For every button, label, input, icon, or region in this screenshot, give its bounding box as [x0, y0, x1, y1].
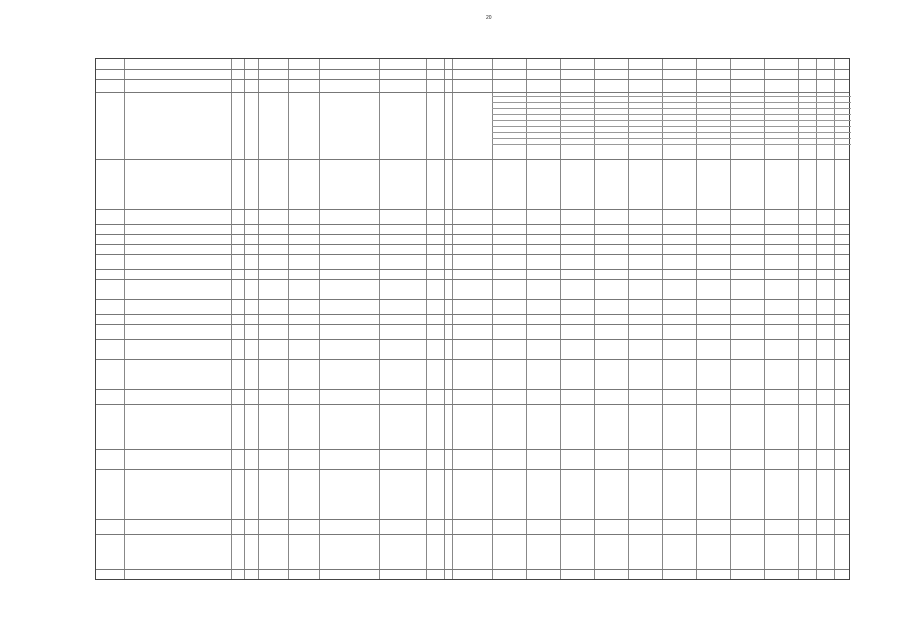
year-subrow-divider: [492, 144, 851, 145]
row-divider: [96, 279, 849, 280]
column-divider: [662, 59, 663, 579]
column-divider: [492, 59, 493, 579]
row-divider: [96, 404, 849, 405]
column-divider: [452, 59, 453, 579]
column-divider: [560, 59, 561, 579]
column-divider: [319, 59, 320, 579]
column-divider: [258, 59, 259, 579]
row-divider: [96, 569, 849, 570]
year-subrow-divider: [492, 120, 851, 121]
budget-table: [95, 58, 850, 580]
page-number: 20: [486, 15, 492, 21]
column-divider: [628, 59, 629, 579]
year-subrow-divider: [492, 96, 851, 97]
column-divider: [816, 59, 817, 579]
row-divider: [96, 269, 849, 270]
column-divider: [244, 59, 245, 579]
column-divider: [764, 59, 765, 579]
column-divider: [730, 59, 731, 579]
row-divider: [96, 324, 849, 325]
row-divider: [96, 299, 849, 300]
column-divider: [231, 59, 232, 579]
column-divider: [444, 59, 445, 579]
year-subrow-divider: [492, 108, 851, 109]
row-divider: [96, 159, 849, 160]
column-divider: [426, 59, 427, 579]
row-divider: [96, 69, 849, 70]
row-divider: [96, 234, 849, 235]
row-divider: [96, 469, 849, 470]
column-divider: [696, 59, 697, 579]
row-divider: [96, 449, 849, 450]
column-divider: [834, 59, 835, 579]
row-divider: [96, 519, 849, 520]
row-divider: [96, 389, 849, 390]
row-divider: [96, 314, 849, 315]
column-divider: [594, 59, 595, 579]
column-divider: [379, 59, 380, 579]
row-divider: [96, 79, 849, 80]
year-subrow-divider: [492, 138, 851, 139]
column-divider: [288, 59, 289, 579]
column-divider: [798, 59, 799, 579]
row-divider: [96, 92, 849, 93]
row-divider: [96, 339, 849, 340]
row-divider: [96, 359, 849, 360]
row-divider: [96, 534, 849, 535]
column-divider: [124, 59, 125, 579]
year-subrow-divider: [492, 126, 851, 127]
year-subrow-divider: [492, 132, 851, 133]
row-divider: [96, 254, 849, 255]
row-divider: [96, 209, 849, 210]
column-divider: [526, 59, 527, 579]
row-divider: [96, 224, 849, 225]
year-subrow-divider: [492, 114, 851, 115]
row-divider: [96, 244, 849, 245]
year-subrow-divider: [492, 102, 851, 103]
